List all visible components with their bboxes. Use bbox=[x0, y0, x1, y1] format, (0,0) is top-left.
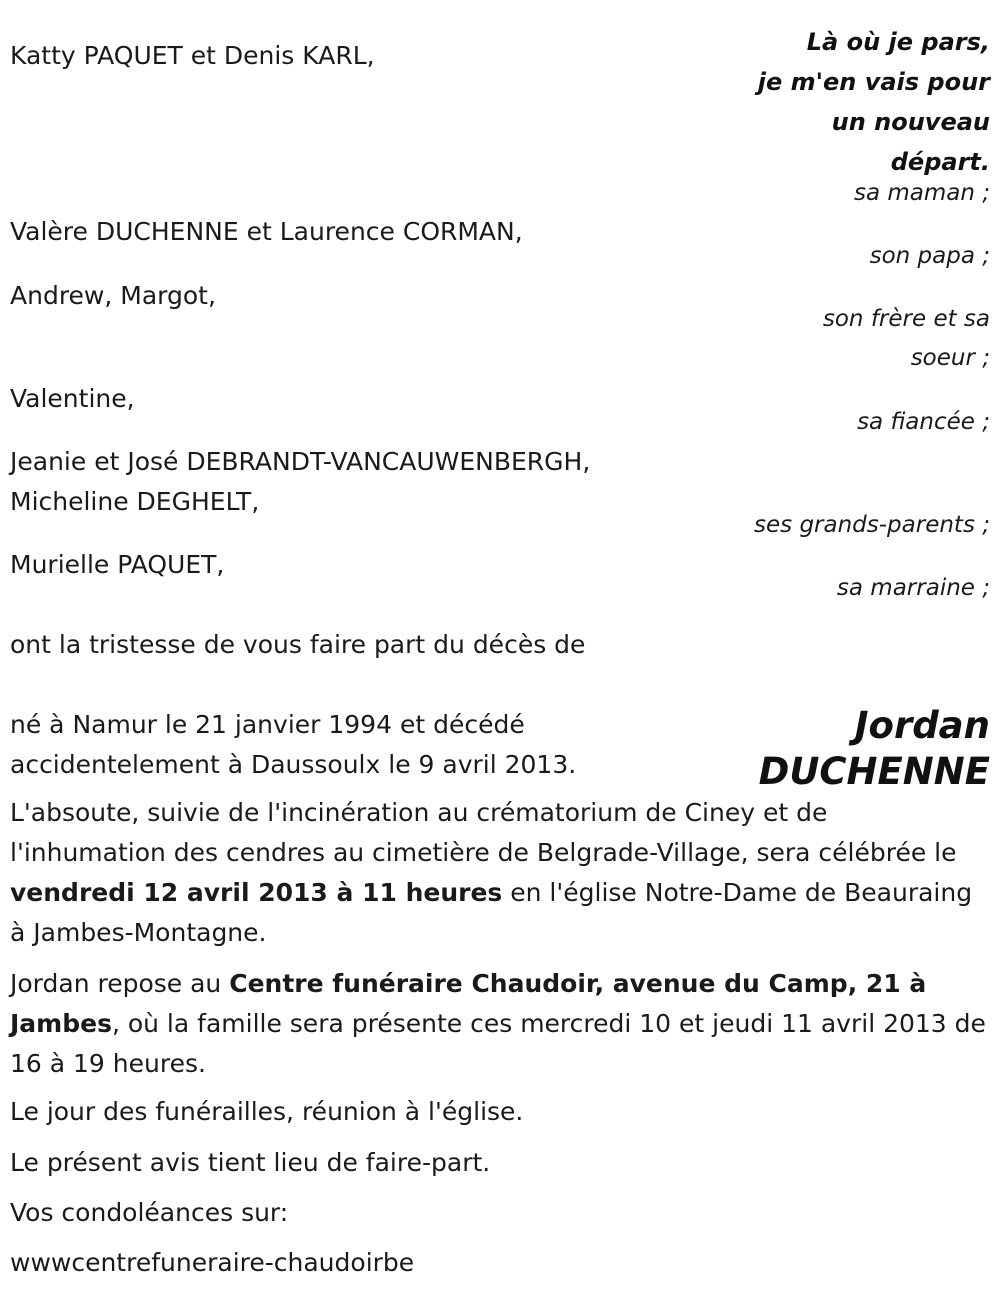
ceremony-date: vendredi 12 avril 2013 à 11 heures bbox=[10, 878, 503, 907]
relation-father: son papa ; bbox=[869, 243, 990, 269]
relation-grandparents: ses grands-parents ; bbox=[754, 512, 990, 538]
visitation-paragraph bbox=[10, 964, 990, 1084]
visitation-text: , où la famille sera présente ces mercredi 10 et jeudi 11 avril 2013 de 16 à 19 heures. bbox=[10, 1009, 986, 1078]
deceased-last-name: DUCHENNE bbox=[758, 750, 990, 793]
quote-line: départ. bbox=[890, 148, 990, 176]
deceased-first-name: Jordan bbox=[854, 704, 990, 747]
announcement-text: ont la tristesse de vous faire part du décès de bbox=[10, 630, 586, 659]
birth-death-info bbox=[10, 705, 576, 785]
family-names-father: Valère DUCHENNE et Laurence CORMAN, bbox=[10, 217, 523, 246]
names-line: Micheline DEGHELT, bbox=[10, 487, 260, 516]
reunion-text: Le jour des funérailles, réunion à l'église. bbox=[10, 1097, 524, 1126]
family-names-fiancee: Valentine, bbox=[10, 384, 135, 413]
names-line: Jeanie et José DEBRANDT-VANCAUWENBERGH, bbox=[10, 447, 591, 476]
website-link[interactable]: wwwcentrefuneraire-chaudoirbe bbox=[10, 1248, 415, 1277]
relation-line: soeur ; bbox=[910, 345, 990, 371]
birth-death-line: né à Namur le 21 janvier 1994 et décédé bbox=[10, 710, 525, 739]
ceremony-text: en l'église Notre-Dame de Beauraing à Jambes-Montagne. bbox=[10, 878, 973, 947]
relation-fiancee: sa fiancée ; bbox=[857, 409, 990, 435]
ceremony-paragraph bbox=[10, 793, 990, 953]
notice-text: Le présent avis tient lieu de faire-part. bbox=[10, 1148, 491, 1177]
relation-line: son frère et sa bbox=[822, 306, 990, 332]
ceremony-text: L'absoute, suivie de l'incinération au crématorium de Ciney et de l'inhumation des cendres au cimetière de Belgrade-Village, sera célébrée le bbox=[10, 798, 957, 867]
family-names-godmother: Murielle PAQUET, bbox=[10, 550, 225, 579]
quote-line: Là où je pars, bbox=[806, 28, 990, 56]
family-names-grandparents bbox=[10, 442, 590, 522]
visitation-text: Jordan repose au bbox=[10, 969, 230, 998]
deceased-name bbox=[759, 703, 990, 795]
quote-line: un nouveau bbox=[831, 108, 990, 136]
family-names-siblings: Andrew, Margot, bbox=[10, 281, 216, 310]
relation-siblings bbox=[823, 300, 990, 378]
birth-death-line: accidentelement à Daussoulx le 9 avril 2013. bbox=[10, 750, 577, 779]
visitation-place: Centre funéraire Chaudoir, avenue du Camp, 21 à Jambes bbox=[10, 969, 927, 1038]
quote-line: je m'en vais pour bbox=[757, 68, 990, 96]
relation-godmother: sa marraine ; bbox=[836, 575, 990, 601]
family-names-mother: Katty PAQUET et Denis KARL, bbox=[10, 41, 375, 70]
condolences-label: Vos condoléances sur: bbox=[10, 1198, 289, 1227]
epitaph-quote bbox=[758, 22, 990, 182]
relation-mother: sa maman ; bbox=[853, 180, 990, 206]
